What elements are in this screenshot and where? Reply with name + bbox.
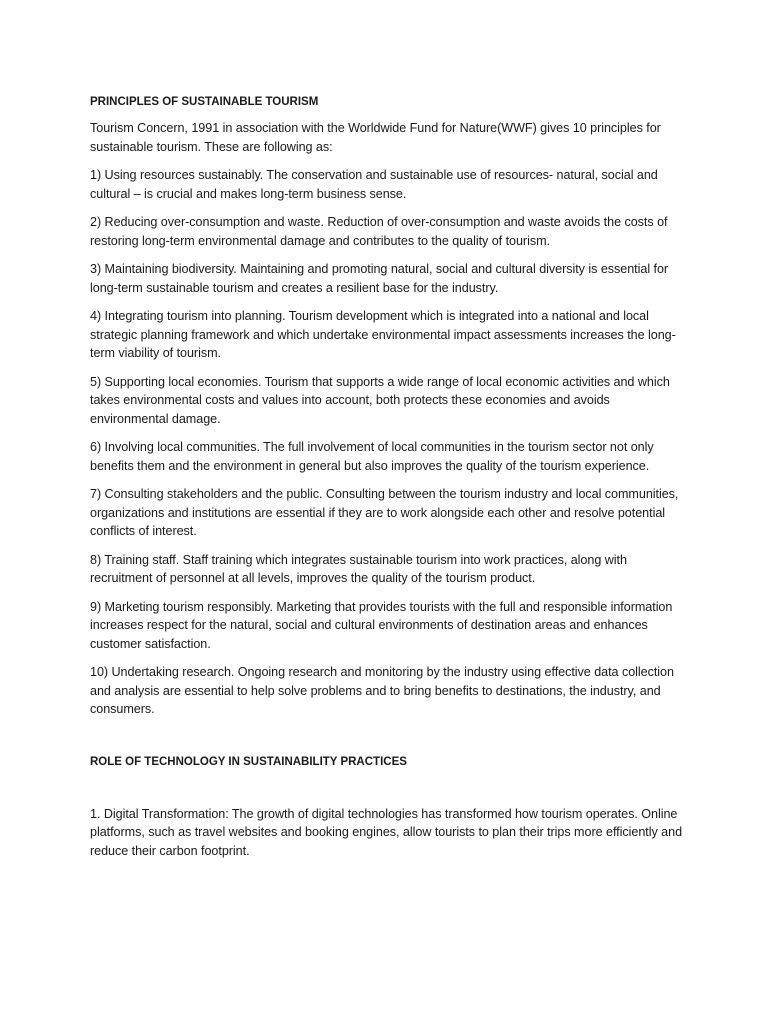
technology-paragraph: 1. Digital Transformation: The growth of digital technologies has transformed how tourism operates. Online platforms, such as travel websites and booking engines, allow tourists to plan their trips more efficiently and reduce their carbon footprint. [90, 806, 683, 858]
principle-paragraph: 9) Marketing tourism responsibly. Marketing that provides tourists with the full and responsible information increases respect for the natural, social and cultural environments of destination areas and enhances customer satisfaction. [90, 599, 673, 651]
principle-paragraph: 1) Using resources sustainably. The conservation and sustainable use of resources- natural, social and cultural – is crucial and makes long-term business sense. [90, 168, 658, 201]
section-heading-principles: PRINCIPLES OF SUSTAINABLE TOURISM [90, 96, 319, 108]
intro-paragraph: Tourism Concern, 1991 in association with the Worldwide Fund for Nature(WWF) gives 10 principles for sustainable tourism. These are following as: [90, 121, 661, 154]
principle-paragraph: 2) Reducing over-consumption and waste. Reduction of over-consumption and waste avoids the costs of restoring long-term environmental damage and contributes to the quality of tourism. [90, 215, 668, 248]
section-heading-technology: ROLE OF TECHNOLOGY IN SUSTAINABILITY PRACTICES [90, 755, 407, 768]
principle-paragraph: 4) Integrating tourism into planning. Tourism development which is integrated into a national and local strategic planning framework and which undertake environmental impact assessments increases the long-term viability of tourism. [90, 309, 676, 360]
principle-paragraph: 10) Undertaking research. Ongoing research and monitoring by the industry using effective data collection and analysis are essential to help solve problems and to bring benefits to destinations, the industry, and consumers. [90, 665, 674, 716]
principle-paragraph: 8) Training staff. Staff training which integrates sustainable tourism into work practices, along with recruitment of personnel at all levels, improves the quality of the tourism product. [90, 552, 627, 585]
principle-paragraph: 6) Involving local communities. The full involvement of local communities in the tourism sector not only benefits them and the environment in general but also improves the quality of the tourism experience. [90, 440, 654, 473]
principle-paragraph: 5) Supporting local economies. Tourism that supports a wide range of local economic activities and which takes environmental costs and values into account, both protects these economies and avoids environmental damage. [90, 374, 670, 426]
principle-paragraph: 7) Consulting stakeholders and the public. Consulting between the tourism industry and local communities, organizations and institutions are essential if they are to work alongside each other and resolve potential conflicts of interest. [90, 487, 679, 538]
principle-paragraph: 3) Maintaining biodiversity. Maintaining and promoting natural, social and cultural diversity is essential for long-term sustainable tourism and creates a resilient base for the industry. [90, 262, 669, 295]
